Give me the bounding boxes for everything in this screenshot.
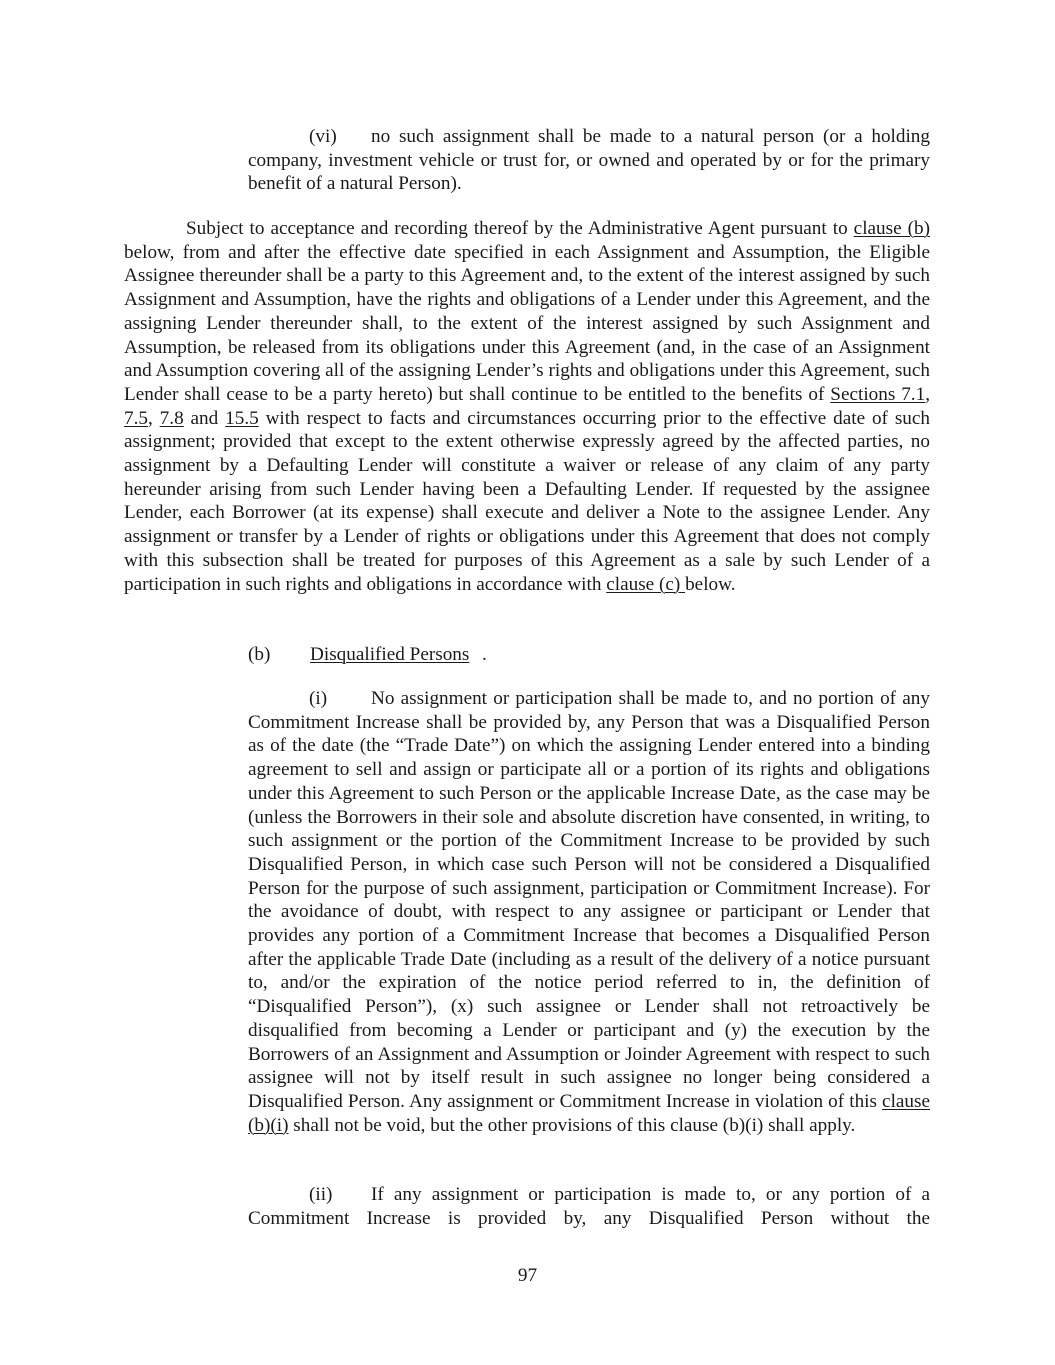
section-7-1-reference: Sections 7.1 — [830, 383, 926, 405]
main-text-3: with respect to facts and circumstances occurring prior to the effective date of such assignment; provided that except to the extent otherwise expressly agreed by the affected parties, no assignment by a Defaulting Lender will constitute a waiver or release of any claim of any party hereunder arising from such Lender having been a Defaulting Lender. If requested by the assignee Lender, each Borrower (at its expense) shall execute and deliver a Note to the assignee Lender. Any assignment or transfer by a Lender of rights or obligations under this Agreement that does not comply with this subsection shall be treated for purposes of this Agreement as a sale by such Lender of a participation in such rights and obligations in accordance with — [124, 407, 930, 595]
clause-b-heading — [248, 643, 930, 667]
clause-b-title: Disqualified Persons — [310, 644, 470, 665]
separator-1: , — [925, 383, 930, 405]
clause-b-i-paragraph — [248, 687, 930, 1137]
clause-b-i-text-1: No assignment or participation shall be made to, and no portion of any Commitment Increase shall be provided by, any Person that was a Disqualified Person as of the date (the “Trade Date”) on which the assigning Lender entered into a binding agreement to sell and assign or participate all or a portion of its rights and obligations under this Agreement to such Person or the applicable Increase Date, as the case may be (unless the Borrowers in their sole and absolute discretion have consented, in writing, to such assignment or the portion of the Commitment Increase to be provided by such Disqualified Person, in which case such Person will not be considered a Disqualified Person for the purpose of such assignment, participation or Commitment Increase). For the avoidance of doubt, with respect to any assignee or participant or Lender that provides any portion of a Commitment Increase that becomes a Disqualified Person after the applicable Trade Date (including as a result of the delivery of a notice pursuant to, and/or the expiration of the notice period referred to in, the definition of “Disqualified Person”), (x) such assignee or Lender shall not retroactively be disqualified from becoming a Lender or participant and (y) the execution by the Borrowers of an Assignment and Assumption or Joinder Agreement with respect to such assignee will not by itself result in such assignee no longer being considered a Disqualified Person. Any assignment or Commitment Increase in violation of this — [248, 688, 930, 1112]
clause-b-ii-paragraph — [248, 1183, 930, 1230]
main-text-4: below. — [685, 573, 736, 595]
main-text-1: Subject to acceptance and recording thereof by the Administrative Agent pursuant to — [186, 218, 854, 239]
clause-b-ii-text: If any assignment or participation is made to, or any portion of a Commitment Increase is provided by, any Disqualified Person without the — [248, 1184, 930, 1229]
main-text-2: below, from and after the effective date specified in each Assignment and Assumption, the Eligible Assignee thereunder shall be a party to this Agreement and, to the extent of the interest assigned by such Assignment and Assumption, have the rights and obligations of a Lender under this Agreement, and the assigning Lender thereunder shall, to the extent of the interest assigned by such Assignment and Assumption, be released from its obligations under this Agreement (and, in the case of an Assignment and Assumption covering all of the assigning Lender’s rights and obligations under this Agreement, such Lender shall cease to be a party hereto) but shall continue to be entitled to the benefits of — [124, 241, 930, 405]
clause-b-number: (b) — [248, 644, 271, 665]
clause-vi-number: (vi) — [309, 126, 337, 147]
main-paragraph — [124, 217, 930, 596]
clause-b-ii-number: (ii) — [309, 1184, 333, 1205]
clause-b-reference: clause (b) — [853, 218, 930, 239]
clause-c-reference: clause (c) — [606, 573, 686, 595]
separator-2: , — [147, 407, 160, 429]
clause-b-i-reference: clause (b)(i) — [248, 1090, 930, 1136]
separator-3: and — [183, 407, 226, 429]
clause-b-title-period: . — [482, 644, 487, 665]
clause-vi-text: no such assignment shall be made to a natural person (or a holding company, investment vehicle or trust for, or owned and operated by or for the primary benefit of a natural Person). — [248, 126, 930, 195]
clause-b-i-text-2: shall not be void, but the other provisions of this clause (b)(i) shall apply. — [288, 1114, 856, 1136]
clause-b-i-number: (i) — [309, 688, 328, 709]
section-7-5-reference: 7.5 — [124, 407, 148, 429]
clause-vi-paragraph — [248, 125, 930, 196]
page-number: 97 — [517, 1265, 538, 1286]
section-15-5-reference: 15.5 — [225, 407, 259, 429]
section-7-8-reference: 7.8 — [159, 407, 184, 429]
